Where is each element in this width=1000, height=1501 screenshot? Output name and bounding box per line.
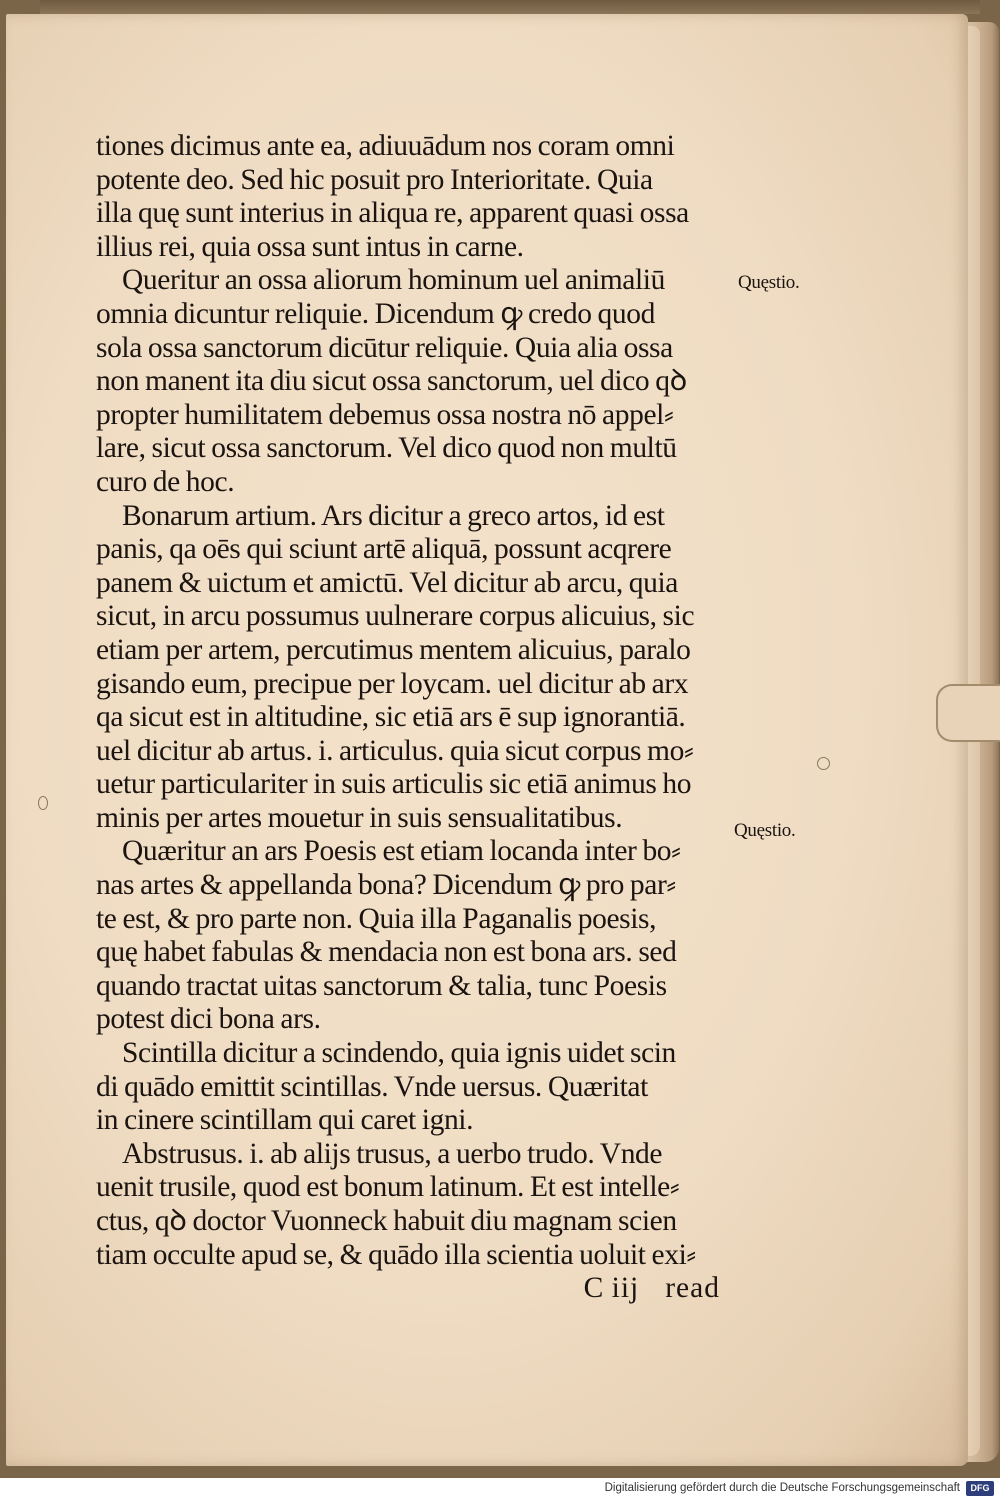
text-line: Bonarum artium. Ars dicitur a greco artos, id est [122, 499, 665, 532]
text-line: curo de hoc. [96, 465, 235, 498]
page-tab-marker [936, 684, 1000, 742]
text-line: panis, qa oēs qui sciunt artē aliquā, possunt acqrere [96, 533, 672, 566]
text-line: panem & uictum et amictū. Vel dicitur ab arcu, quia [96, 566, 678, 599]
text-line: gisando eum, precipue per loycam. uel dicitur ab arx [96, 667, 689, 700]
text-line: sicut, in arcu possumus uulnerare corpus alicuius, sic [96, 600, 695, 633]
catchword: read [665, 1272, 720, 1305]
margin-note-questio: Quęstio. [734, 820, 796, 841]
text-line: in cinere scintillam qui caret igni. [96, 1104, 474, 1137]
footer-bar [0, 1478, 1000, 1501]
text-line: uetur particulariter in suis articulis sic etiā animus ho [96, 768, 692, 801]
signature-line [96, 1272, 746, 1306]
paper-spot [817, 757, 830, 770]
text-line: te est, & pro parte non. Quia illa Paganalis poesis, [96, 902, 657, 935]
text-line: minis per artes mouetur in suis sensualitatibus. [96, 801, 623, 834]
text-line: tiones dicimus ante ea, adiuuādum nos coram omni [96, 130, 675, 162]
book-top-edge [40, 0, 980, 14]
text-line: non manent ita diu sicut ossa sanctorum, uel dico qꝺ [96, 365, 687, 398]
text-line: Queritur an ossa aliorum hominum uel animaliū [122, 264, 665, 297]
margin-note-questio: Quęstio. [738, 272, 800, 293]
text-line: uel dicitur ab artus. i. articulus. quia sicut corpus mo⸗ [96, 734, 694, 767]
body-text [96, 130, 746, 1306]
text-line: Abstrusus. i. ab alijs trusus, a uerbo trudo. Vnde [122, 1137, 663, 1170]
dfg-logo: DFG [966, 1481, 994, 1496]
text-line: nas artes & appellanda bona? Dicendum ꝙ pro par⸗ [96, 869, 676, 902]
text-line: di quādo emittit scintillas. Vnde uersus. Quæritat [96, 1070, 648, 1103]
text-line: illa quę sunt interius in aliqua re, apparent quasi ossa [96, 197, 689, 230]
text-line: uenit trusile, quod est bonum latinum. Et est intelle⸗ [96, 1171, 680, 1204]
text-line: illius rei, quia ossa sunt intus in carne. [96, 230, 524, 263]
text-line: ctus, qꝺ doctor Vuonneck habuit diu magnam scien [96, 1205, 677, 1237]
text-line: potente deo. Sed hic posuit pro Interioritate. Quia [96, 163, 653, 196]
text-line: etiam per artem, percutimus mentem alicuius, paralo [96, 633, 691, 666]
signature-mark: C iij [583, 1272, 640, 1305]
digitization-credit: Digitalisierung gefördert durch die Deutsche Forschungsgemeinschaft [604, 1482, 960, 1494]
text-line: qa sicut est in altitudine, sic etiā ars ē sup ignorantiā. [96, 701, 686, 734]
text-line: omnia dicuntur reliquie. Dicendum ꝙ credo quod [96, 297, 655, 330]
text-line: lare, sicut ossa sanctorum. Vel dico quod non multū [96, 432, 677, 465]
paper-spot [38, 796, 48, 810]
text-line: potest dici bona ars. [96, 1003, 321, 1036]
text-line: Scintilla dicitur a scindendo, quia ignis uidet scin [122, 1037, 676, 1070]
text-line: sola ossa sanctorum dicūtur reliquie. Quia alia ossa [96, 331, 673, 364]
text-line: tiam occulte apud se, & quādo illa scientia uoluit exi⸗ [96, 1238, 696, 1271]
text-line: quę habet fabulas & mendacia non est bona ars. sed [96, 936, 677, 969]
text-line: propter humilitatem debemus ossa nostra nō appel⸗ [96, 398, 674, 431]
text-line: Quæritur an ars Poesis est etiam locanda inter bo⸗ [122, 835, 681, 868]
text-line: quando tractat uitas sanctorum & talia, tunc Poesis [96, 969, 667, 1002]
